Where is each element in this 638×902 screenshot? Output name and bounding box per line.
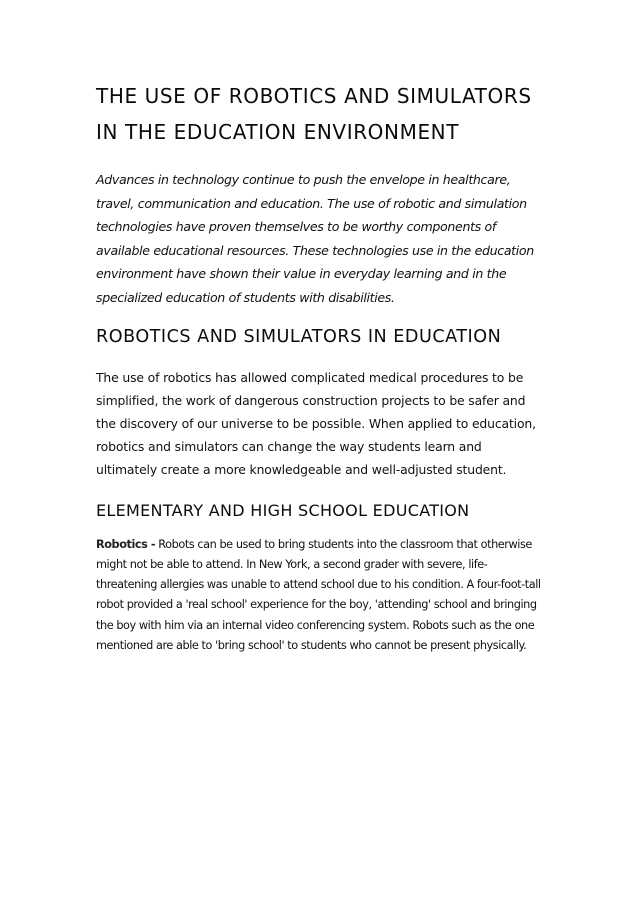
document-title: THE USE OF ROBOTICS AND SIMULATORS IN THE EDUCATION ENVIRONMENT	[96, 84, 532, 144]
section-heading-elementary-high-school: ELEMENTARY AND HIGH SCHOOL EDUCATION	[96, 500, 470, 520]
abstract-paragraph: Advances in technology continue to push the envelope in healthcare, travel, communication and education. The use of robotic and simulation technologies have proven themselves to be worthy components of available educational resources. These technologies use in the education environment have shown their value in everyday learning and in the specialized education of students with disabilities.	[96, 172, 534, 305]
section-paragraph-robotics-simulators: The use of robotics has allowed complicated medical procedures to be simplified, the work of dangerous construction projects to be safer and the discovery of our universe to be possible. When applied to education, robotics and simulators can change the way students learn and ultimately create a more knowledgeable and well-adjusted student.	[96, 369, 536, 477]
section-paragraph-elementary-high-school	[96, 535, 546, 657]
section-heading-robotics-simulators: ROBOTICS AND SIMULATORS IN EDUCATION	[96, 326, 502, 347]
run-in-label: Robotics -	[96, 537, 156, 551]
robotics-paragraph-text: Robots can be used to bring students into the classroom that otherwise might not be able to attend. In New York, a second grader with severe, life-threatening allergies was unable to attend school due to his condition. A four-foot-tall robot provided a 'real school' experience for the boy, 'attending' school and bringing the boy with him via an internal video conferencing system. Robots such as the one mentioned are able to 'bring school' to students who cannot be present physically.	[96, 537, 541, 653]
document-page	[96, 78, 546, 656]
